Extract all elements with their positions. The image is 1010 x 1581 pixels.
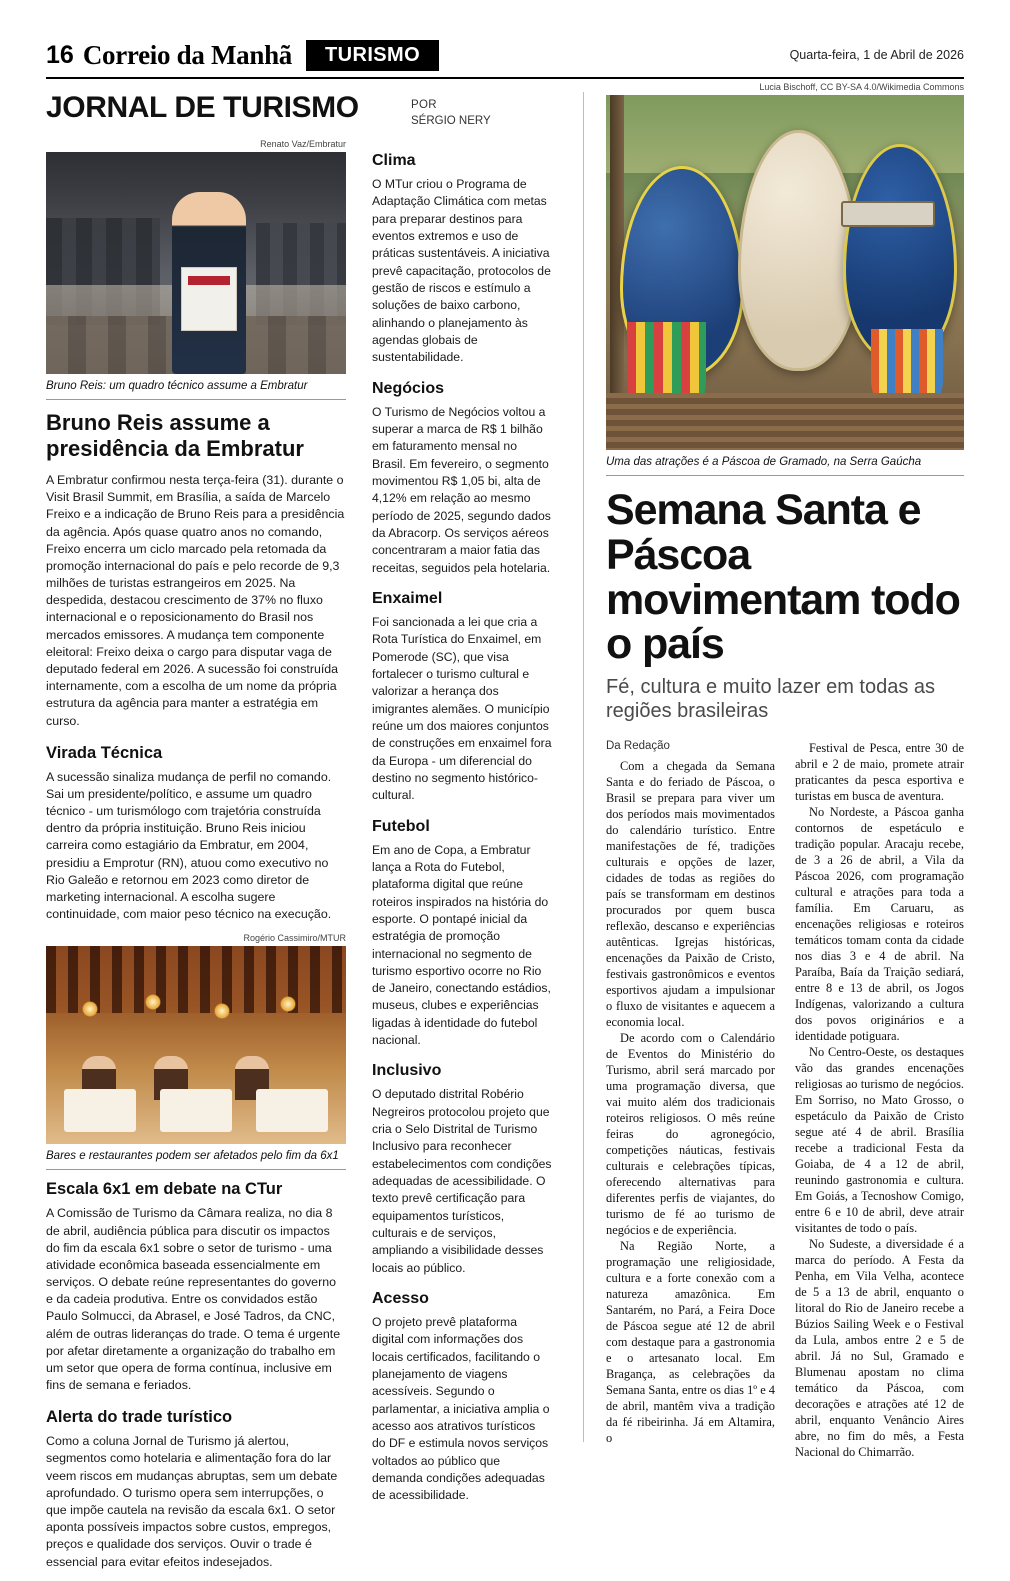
left-column-a xyxy=(46,139,346,1581)
feature-p5: No Nordeste, a Páscoa ganha contornos de espetáculo e tradição popular. Aracaju recebe, de 3 a 26 de abril, a Vila da Páscoa 2026, com programação cultural e atrações para toda a família. Em Caruaru, as encenações religiosas e roteiros temáticos tomam conta da cidade nos dias 3 e 4 de abril. Na Paraíba, Baía da Traição sediará, entre 8 e 13 de abril, os Jogos Indígenas, valorizando a cultura dos povos originários e a identidade potiguara. xyxy=(795,804,964,1043)
feature-p7: No Sudeste, a diversidade é a marca do período. A Festa da Penha, em Vila Velha, acontece de 5 a 13 de abril, enquanto o litoral do Rio de Janeiro recebe a Búzios Sailing Week e o Festival da Lula, ambos entre 2 e 5 de abril. Já no Sul, Gramado e Blumenau apostam no clima temático da Páscoa, com decorações e atrações até 12 de abril, enquanto Venâncio Aires abre, no fim do mês, a Festa Nacional do Chimarrão. xyxy=(795,1236,964,1459)
column-header xyxy=(46,92,561,129)
subhead-negocios: Negócios xyxy=(372,379,445,397)
subhead-futebol: Futebol xyxy=(372,817,430,835)
left-section xyxy=(46,92,561,1581)
photo1-credit: Renato Vaz/Embratur xyxy=(260,139,346,150)
feature-p1: Com a chegada da Semana Santa e do feriado de Páscoa, o Brasil se prepara para viver um dos períodos mais movimentados do calendário turístico. Entre manifestações de fé, tradições culturais e opções de lazer, cidades de todas as regiões do país se transformam em destinos procurados por quem busca reflexão, descanso e experiências autênticas. Igrejas históricas, encenações da Paixão de Cristo, festivais gastronômicos e eventos esportivos ajudam a impulsionar o fluxo de visitantes e aquecem a economia local. xyxy=(606,758,775,1029)
subhead-alerta-trade: Alerta do trade turístico xyxy=(46,1408,233,1427)
feature-p3: Na Região Norte, a programação une religiosidade, cultura e a forte conexão com a natureza amazônica. Em Santarém, no Pará, a Feira Doce de Páscoa segue até 12 de abril com destaque para a gastronomia e o artesanato local. Em Bragança, as celebrações da Semana Santa, entre os dias 1º e 4 de abril, mantêm viva a tradição da fé ribeirinha. Já em Altamira, o xyxy=(606,1238,776,1445)
column-byline xyxy=(411,92,561,129)
body-negocios: O Turismo de Negócios voltou a superar a marca de R$ 1 bilhão em faturamento mensal no Brasil. Em fevereiro, o segmento movimentou R$ 1,05 bi, alta de 4,12% em relação ao mesmo período de 2025, segundo dados da Abracorp. Os serviços aéreos concentraram a maior fatia das receitas, seguidos pela hotelaria. xyxy=(372,404,551,575)
feature-p2: De acordo com o Calendário de Eventos do Ministério do Turismo, abril será marcado por uma programação diversa, que vai muito além dos tradicionais roteiros religiosos. O mês reúne feiras do agronegócio, competições náuticas, festivais culturais e celebrações típicas, oferecendo alternativas para diferentes perfis de viajantes, do turismo de fé ao turismo de negócios e de experiência. xyxy=(606,1030,775,1237)
feature-author: Da Redação xyxy=(606,739,670,752)
subhead-acesso: Acesso xyxy=(372,1290,429,1308)
feature-headline: Semana Santa e Páscoa movimentam todo o país xyxy=(606,486,960,669)
body-enxaimel: Foi sancionada a lei que cria a Rota Turística do Enxaimel, em Pomerode (SC), que visa fortalecer o turismo cultural e valorizar a herança dos imigrantes alemães. O município reúne um dos maiores conjuntos de construções em enxaimel fora da Europa - um diferencial do destino no segmento histórico-cultural. xyxy=(372,614,552,803)
body-inclusivo: O deputado distrital Robério Negreiros protocolou projeto que cria o Selo Distrital de Turismo Inclusivo para reconhecer estabelecimentos com condições adequadas de acessibilidade. O texto prevê certificação para equipamentos turísticos, culturais e de serviços, ampliando a visibilidade desses locais ao público. xyxy=(372,1087,552,1275)
paper-name: Correio da Manhã xyxy=(82,39,293,70)
article-headline-embratur: Bruno Reis assume a presidência da Embratur xyxy=(46,410,304,462)
photo3-caption: Uma das atrações é a Páscoa de Gramado, na Serra Gaúcha xyxy=(606,450,964,476)
body-acesso: O projeto prevê plataforma digital com informações dos locais certificados, facilitando o planejamento de viagens acessíveis. Segundo o parlamentar, a iniciativa amplia o acesso aos atrativos turísticos do DF e estimula novos serviços voltados ao público que demanda condições adequadas de acessibilidade. xyxy=(372,1315,550,1503)
section-tag: TURISMO xyxy=(306,40,439,71)
photo2-credit: Rogério Cassimiro/MTUR xyxy=(243,933,346,944)
feature-dek: Fé, cultura e muito lazer em todas as regiões brasileiras xyxy=(606,676,936,723)
feature-p4: Festival de Pesca, entre 30 de abril e 2 de maio, promete atrair praticantes da pesca esportiva e turistas em busca de aventura. xyxy=(795,740,964,803)
masthead-divider xyxy=(46,77,964,79)
right-section xyxy=(606,82,964,1460)
issue-date: Quarta-feira, 1 de Abril de 2026 xyxy=(789,48,964,62)
masthead xyxy=(46,38,964,72)
photo-bruno-reis xyxy=(46,152,346,374)
photo-pascoa-gramado xyxy=(606,95,964,450)
feature-column-1 xyxy=(606,740,775,1460)
subhead-inclusivo: Inclusivo xyxy=(372,1062,442,1080)
subhead-enxaimel: Enxaimel xyxy=(372,589,443,607)
body-clima: O MTur criou o Programa de Adaptação Climática com metas para preparar destinos para eventos extremos e uso de práticas sustentáveis. A iniciativa prevê capacitação, protocolos de gestão de riscos e estímulo a soluções de baixo carbono, alinhando o planejamento às agendas globais de sustentabilidade. xyxy=(372,177,551,365)
body-virada-tecnica: A sucessão sinaliza mudança de perfil no comando. Sai um presidente/político, e assume um quadro técnico - um turismólogo com trajetória construída dentro da própria instituição. Bruno Reis iniciou carreira como estagiário da Embratur, em 2004, presidiu a Emprotur (RN), atuou como executivo no Rio Galeão e retornou em 2023 como diretor de marketing internacional. A escolha sugere continuidade, com maior peso técnico na execução. xyxy=(46,769,332,922)
subhead-escala-6x1: Escala 6x1 em debate na CTur xyxy=(46,1180,283,1199)
subhead-virada-tecnica: Virada Técnica xyxy=(46,743,163,762)
body-alerta-trade: Como a coluna Jornal de Turismo já alertou, segmentos como hotelaria e alimentação fora do lar veem riscos em mudanças abruptas, sem um debate aprofundado. O turismo opera sem interrupções, o que impõe cautela na revisão da escala 6x1. O setor aponta possíveis impactos sobre custos, empregos, preços e qualidade dos serviços. Ouvir o trade é essencial para evitar efeitos indesejados. xyxy=(46,1434,338,1569)
article-lead: A Embratur confirmou nesta terça-feira (31). durante o Visit Brasil Summit, em Brasília, a saída de Marcelo Freixo e a indicação de Bruno Reis para a presidência da agência. Após quase quatro anos no comando, Freixo encerra um ciclo marcado pela retomada da promoção internacional do país e pelo recorde de 9,3 milhões de turistas estrangeiros em 2025. Na despedida, destacou crescimento de 37% no fluxo internacional e o reposicionamento do Brasil nos mercados emissores. A mudança tem componente eleitoral: Freixo deixa o cargo para disputar vaga de deputado federal em 2026. A sucessão foi construída internamente, com a escolha de um nome da própria estrutura da agência para manter a estratégia em curso. xyxy=(46,473,345,728)
page-number: 16 xyxy=(46,40,74,69)
byline-author: SÉRGIO NERY xyxy=(411,114,491,127)
photo1-caption: Bruno Reis: um quadro técnico assume a Embratur xyxy=(46,374,346,400)
feature-p6: No Centro-Oeste, os destaques vão das grandes encenações religiosas ao turismo de negócios. Em Sorriso, no Mato Grosso, o espetáculo da Paixão de Cristo segue até 4 de abril. Brasília recebe a tradicional Festa da Goiaba, de 4 a 12 de abril, reunindo gastronomia e cultura. Em Goiás, a Tecnoshow Comigo, entre 6 e 10 de abril, deve atrair visitantes de todo o país. xyxy=(795,1044,964,1235)
left-column-b xyxy=(372,139,552,1581)
column-title: JORNAL DE TURISMO xyxy=(46,91,359,124)
body-futebol: Em ano de Copa, a Embratur lança a Rota do Futebol, plataforma digital que reúne roteiros inspirados na história do esporte. O pontapé inicial da estratégia de promoção internacional no segmento de turismo esportivo ocorre no Rio de Janeiro, conectando estádios, museus, clubes e experiências ligadas à identidade do futebol nacional. xyxy=(372,842,551,1048)
photo-restaurante xyxy=(46,946,346,1144)
byline-prefix: POR xyxy=(411,99,437,111)
subhead-clima: Clima xyxy=(372,152,416,170)
column-divider xyxy=(583,92,584,1442)
feature-column-2 xyxy=(795,740,964,1460)
photo3-credit: Lucia Bischoff, CC BY-SA 4.0/Wikimedia Commons xyxy=(759,82,964,92)
photo2-caption: Bares e restaurantes podem ser afetados pelo fim da 6x1 xyxy=(46,1144,346,1170)
body-escala-6x1: A Comissão de Turismo da Câmara realiza, no dia 8 de abril, audiência pública para discutir os impactos do fim da escala 6x1 sobre o setor de turismo - uma atividade econômica baseada essencialmente em serviços. O debate reúne representantes do governo e da cadeia produtiva. Entre os convidados estão Paulo Solmucci, da Abrasel, e José Tadros, da CNC, além de outras lideranças do trade. O tema é urgente por afetar diretamente a organização do trabalho em um setor que opera de forma contínua, inclusive em fins de semana e feriados. xyxy=(46,1206,341,1393)
